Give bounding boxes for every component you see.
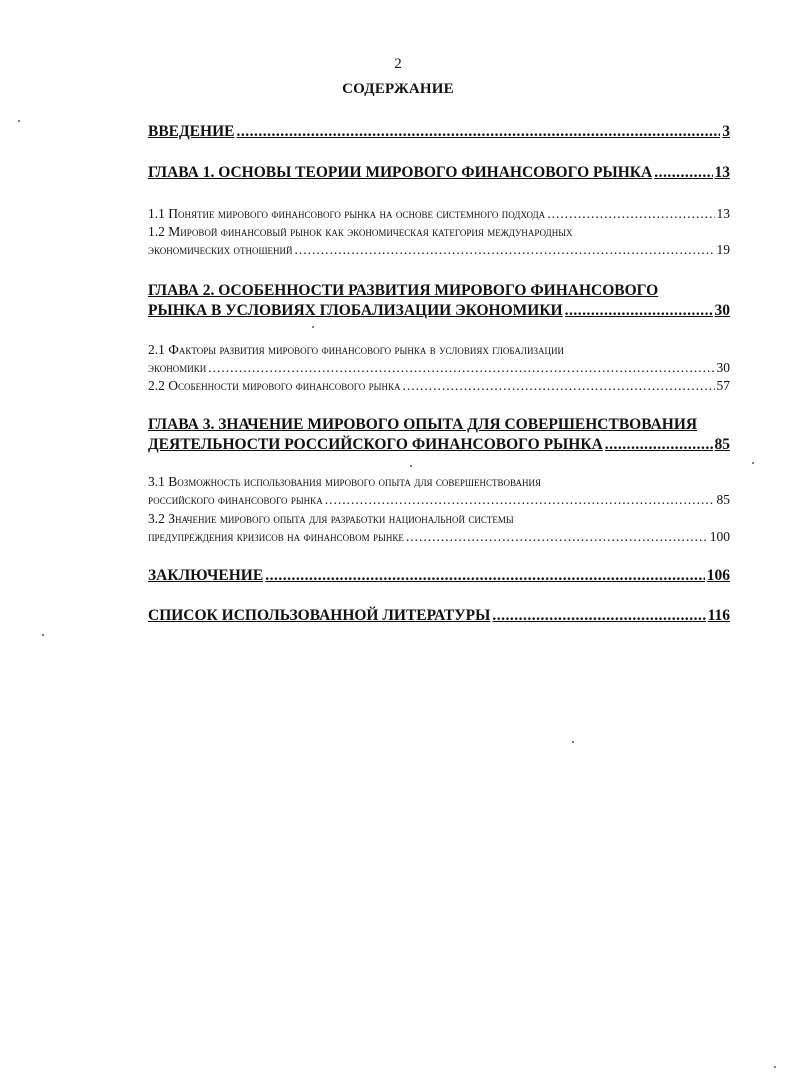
toc-entry-page: 116 (707, 607, 730, 624)
toc-entry-section-3-2[interactable] (148, 510, 730, 546)
toc-entry-page: 13 (714, 164, 730, 181)
toc-entry-label-line-1: ГЛАВА 3. ЗНАЧЕНИЕ МИРОВОГО ОПЫТА ДЛЯ СОВЕРШЕНСТВОВАНИЯ (148, 416, 698, 433)
toc-entry-chapter-2[interactable] (148, 281, 730, 321)
toc-entry-page: 13 (716, 206, 730, 221)
scan-speck (410, 465, 412, 467)
toc-entry-page: 19 (716, 242, 730, 257)
toc-entry-label: ГЛАВА 1. ОСНОВЫ ТЕОРИИ МИРОВОГО ФИНАНСОВОГО РЫНКА (148, 164, 653, 181)
toc-entry-section-2-2[interactable] (148, 377, 730, 395)
toc-entry-label: 1.1 Понятие мирового финансового рынка на основе системного подхода (148, 206, 546, 221)
toc-entry-label-line-1: 1.2 Мировой финансовый рынок как экономическая категория международных (148, 224, 573, 239)
toc-entry-page: 85 (714, 436, 730, 453)
toc-entry-bibliography[interactable] (148, 606, 730, 626)
toc-entry-label: 2.2 Особенности мирового финансового рынка (148, 378, 401, 393)
toc-leader-dots (402, 377, 714, 395)
scan-speck (18, 120, 20, 122)
toc-entry-conclusion[interactable] (148, 566, 730, 586)
toc-entry-page: 30 (714, 302, 730, 319)
page-number: 2 (394, 56, 402, 72)
toc-entry-label-line-2: экономических отношений (148, 242, 293, 257)
toc-entry-label: ВВЕДЕНИЕ (148, 123, 235, 140)
toc-leader-dots (547, 205, 714, 223)
toc-leader-dots (265, 566, 705, 586)
toc-entry-label-line-2: экономики (148, 360, 207, 375)
scan-speck (752, 462, 754, 464)
toc-leader-dots (654, 163, 712, 183)
toc-entry-page: 100 (709, 529, 730, 544)
toc-entry-page: 57 (716, 378, 730, 393)
scan-speck (42, 634, 44, 636)
toc-entry-section-1-2[interactable] (148, 223, 730, 259)
toc-leader-dots (605, 435, 713, 455)
toc-entry-label-line-2: предупреждения кризисов на финансовом рынке (148, 529, 404, 544)
toc-entry-section-1-1[interactable] (148, 205, 730, 223)
toc-entry-chapter-3[interactable] (148, 415, 730, 455)
toc-entry-label-line-1: ГЛАВА 2. ОСОБЕННОСТИ РАЗВИТИЯ МИРОВОГО ФИНАНСОВОГО (148, 282, 659, 299)
toc-entry-label-line-2: ДЕЯТЕЛЬНОСТИ РОССИЙСКОГО ФИНАНСОВОГО РЫНКА (148, 436, 603, 453)
toc-entry-page: 3 (722, 123, 730, 140)
toc-entry-label-line-2: РЫНКА В УСЛОВИЯХ ГЛОБАЛИЗАЦИИ ЭКОНОМИКИ (148, 302, 563, 319)
toc-leader-dots (236, 122, 720, 142)
toc-leader-dots (208, 359, 714, 377)
toc-entry-label-line-1: 3.1 Возможность использования мирового опыта для совершенствования (148, 474, 541, 489)
toc-title: СОДЕРЖАНИЕ (342, 81, 454, 97)
toc-leader-dots (295, 241, 715, 259)
toc-leader-dots (492, 606, 705, 626)
toc-entry-label: СПИСОК ИСПОЛЬЗОВАННОЙ ЛИТЕРАТУРЫ (148, 607, 491, 624)
scan-speck (774, 1066, 776, 1068)
toc-leader-dots (406, 528, 708, 546)
toc-entry-label-line-2: российского финансового рынка (148, 492, 323, 507)
scan-speck (312, 326, 314, 328)
toc-entry-intro[interactable] (148, 122, 730, 142)
toc-entry-label-line-1: 2.1 Факторы развития мирового финансового рынка в условиях глобализации (148, 342, 565, 357)
scan-speck (572, 741, 574, 743)
toc-entry-section-2-1[interactable] (148, 341, 730, 377)
toc-entry-page: 30 (716, 360, 730, 375)
toc-entry-chapter-1[interactable] (148, 163, 730, 183)
toc-entry-section-3-1[interactable] (148, 473, 730, 509)
toc-leader-dots (565, 301, 713, 321)
toc-entry-label: ЗАКЛЮЧЕНИЕ (148, 567, 264, 584)
toc-leader-dots (325, 491, 715, 509)
toc-entry-page: 85 (716, 492, 730, 507)
toc-entry-label-line-1: 3.2 Значение мирового опыта для разработки национальной системы (148, 511, 514, 526)
toc-entry-page: 106 (706, 567, 730, 584)
